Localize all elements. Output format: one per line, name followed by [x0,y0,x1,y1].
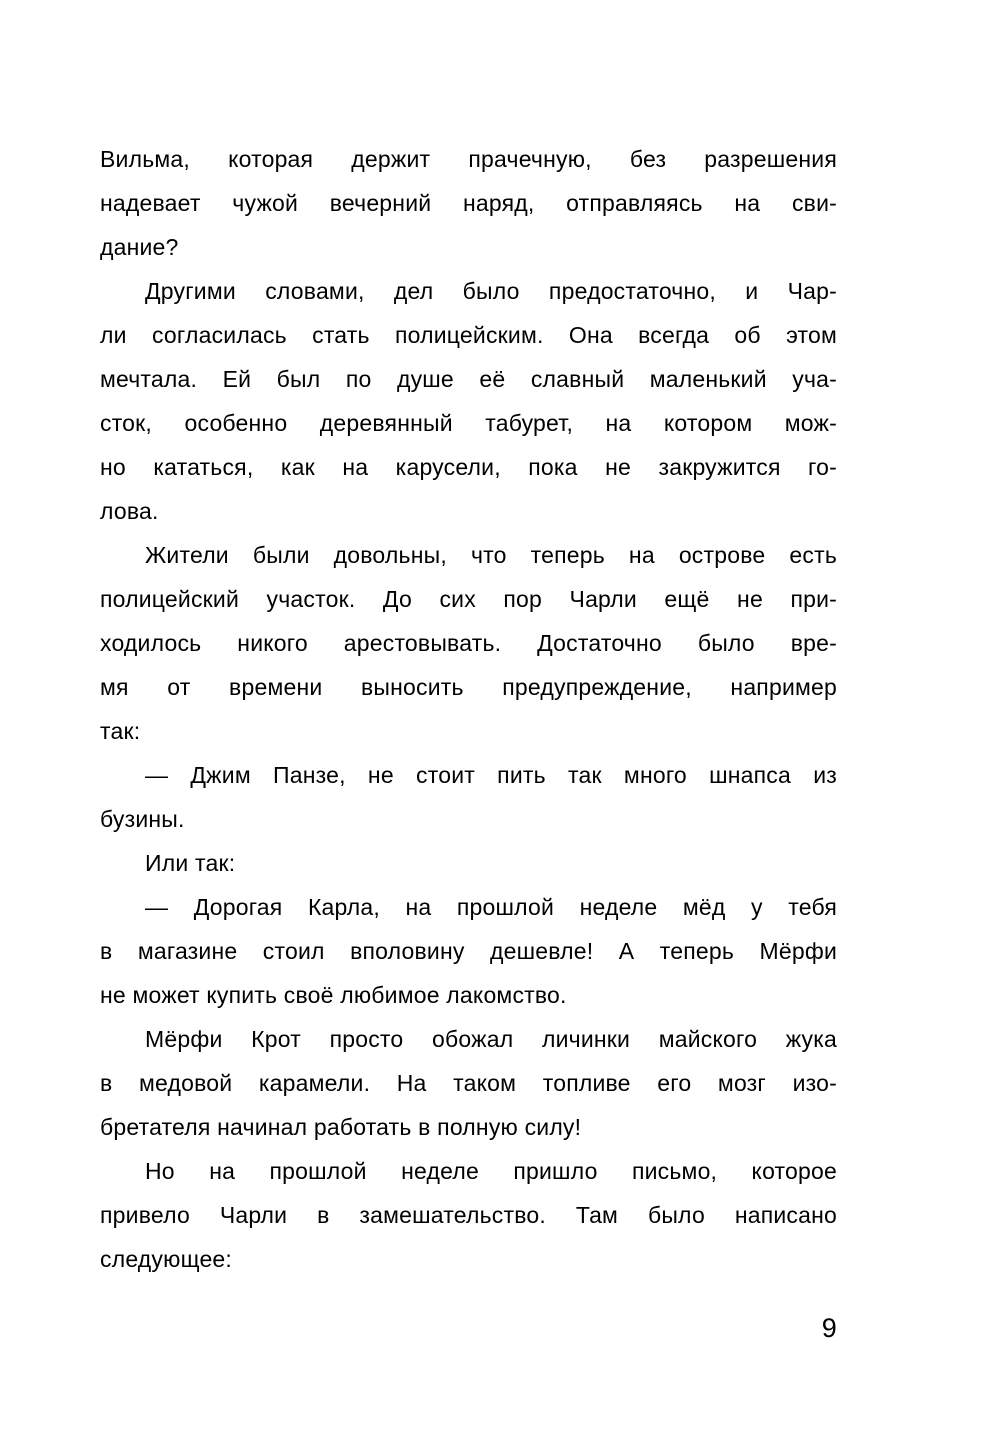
text-line: следующее: [100,1246,233,1272]
text-line: в медовой карамели. На таком топливе его мозг изо- [100,1070,837,1096]
paragraph [100,533,837,753]
text-line: ходилось никого арестовывать. Достаточно было вре- [100,630,837,656]
text-line: бретателя начинал работать в полную силу! [100,1114,582,1140]
text-line: полицейский участок. До сих пор Чарли ещё не при- [100,586,837,612]
text-line: сток, особенно деревянный табурет, на котором мож- [100,410,837,436]
paragraph [100,753,837,841]
text-line: — Дорогая Карла, на прошлой неделе мёд у тебя [145,894,837,920]
body-text [100,137,837,1281]
paragraph [100,269,837,533]
text-line: бузины. [100,806,185,832]
text-line: Другими словами, дел было предостаточно, и Чар- [145,278,837,304]
text-line: привело Чарли в замешательство. Там было написано [100,1202,837,1228]
text-line: мечтала. Ей был по душе её славный маленький уча- [100,366,837,392]
text-line: в магазине стоил вполовину дешевле! А теперь Мёрфи [100,938,837,964]
text-line: лова. [100,498,159,524]
text-line: Мёрфи Крот просто обожал личинки майского жука [145,1026,837,1052]
text-line: но кататься, как на карусели, пока не закружится го- [100,454,837,480]
text-line: ли согласилась стать полицейским. Она всегда об этом [100,322,837,348]
text-line: Или так: [145,850,236,876]
text-line: Вильма, которая держит прачечную, без разрешения [100,146,837,172]
paragraph [100,1017,837,1149]
text-line: Но на прошлой неделе пришло письмо, которое [145,1158,837,1184]
text-line: надевает чужой вечерний наряд, отправляясь на сви- [100,190,837,216]
text-line: так: [100,718,141,744]
text-line: не может купить своё любимое лакомство. [100,982,567,1008]
text-line: дание? [100,234,179,260]
page-number: 9 [821,1313,837,1343]
text-line: — Джим Панзе, не стоит пить так много шнапса из [145,762,837,788]
paragraph [100,1149,837,1281]
paragraph [100,885,837,1017]
text-line: мя от времени выносить предупреждение, например [100,674,837,700]
paragraph [100,137,837,269]
paragraph [100,841,837,885]
text-line: Жители были довольны, что теперь на острове есть [145,542,837,568]
